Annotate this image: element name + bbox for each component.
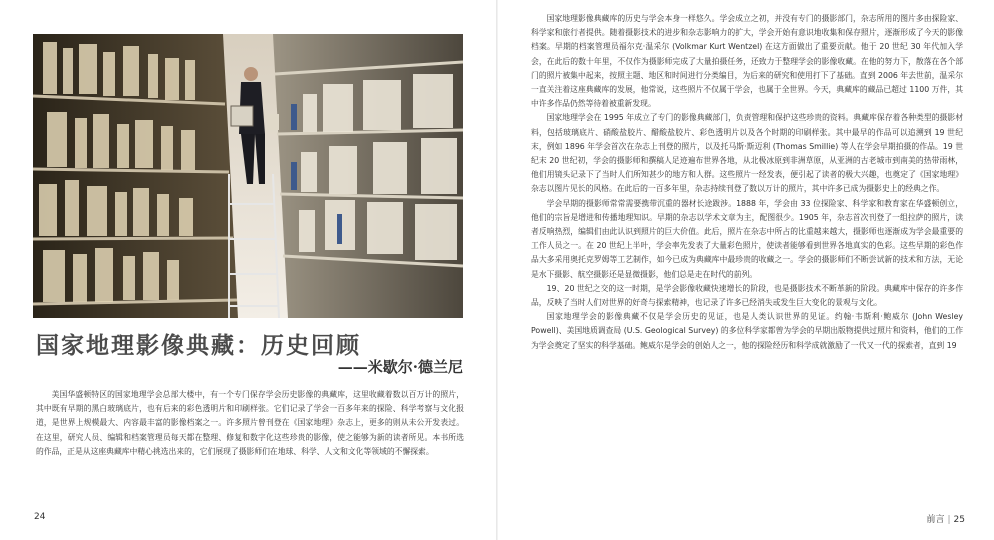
- right-paragraph: 国家地理学会在 1995 年成立了专门的影像典藏部门，负责管理和保护这些珍贵的资料。典藏库保存着各种类型的摄影材料，包括玻璃底片、硝酸盐胶片、醋酸盐胶片、彩色透明片以及各个时期的印刷样张。其中最早的作品可以追溯到 19 世纪末，例如 1896 年学会首次在杂志上刊登的照片，以及托马斯·斯迈利 (Thomas Smillie) 等人在学会早期拍摄的作品。19 世纪末 20 世纪初，学会的摄影师和撰稿人足迹遍布世界各地，从北极冰原到非洲草原，从亚洲的古老城市到南美的热带雨林，他们用镜头记录下了当时人们所知甚少的地方和人群。这些照片一经发表，便引起了读者的极大兴趣，也奠定了《国家地理》杂志以图片见长的风格。在此后的一百多年里，杂志持续刊登了数以万计的照片，其中许多已成为摄影史上的经典之作。: [531, 113, 963, 194]
- right-page-number: 25: [953, 515, 965, 525]
- right-paragraph: 19、20 世纪之交的这一时期，是学会影像收藏快速增长的阶段，也是摄影技术不断革新的阶段。典藏库中保存的许多作品，反映了当时人们对世界的好奇与探索精神，也记录了许多已经消失或发生巨大变化的景观与文化。: [531, 283, 963, 308]
- section-label: 前言: [926, 515, 945, 525]
- page-title: 国家地理影像典藏：历史回顾: [36, 332, 361, 359]
- right-paragraph: 国家地理影像典藏库的历史与学会本身一样悠久。学会成立之初，并没有专门的摄影部门，杂志所用的图片多由探险家、科学家和旅行者提供。随着摄影技术的进步和杂志影响力的扩大，学会开始有意识地收集和保存照片，逐渐形成了今天的影像档案。早期的档案管理员福尔克·温采尔 (Volkmar Kurt Wentzel) 在这方面做出了重要贡献。他于 20 世纪 30 年代加入学会，在此后的数十年里，不仅作为摄影师完成了大量拍摄任务，还致力于整理学会的影像收藏。在他的努力下，散落在各个部门的照片被集中起来，按照主题、地区和时间进行分类编目，为后来的研究和使用打下了基础。直到 2006 年去世前，温采尔一直关注着这座典藏库的发展，他常说，这些照片不仅属于学会，也属于全世界。今天，典藏库的藏品已超过 1100 万件，其中许多作品仍然等待着被重新发现。: [531, 14, 963, 109]
- right-paragraph: 学会早期的摄影师常常需要携带沉重的器材长途跋涉。1888 年，学会由 33 位探险家、科学家和教育家在华盛顿创立，他们的宗旨是增进和传播地理知识。早期的杂志以学术文章为主，配图很少。1905 年，杂志首次刊登了一组拉萨的照片，读者反响热烈，编辑们由此认识到照片的巨大价值。此后，照片在杂志中所占的比重越来越大，摄影师也逐渐成为学会最重要的工作人员之一。在 20 世纪上半叶，学会率先发表了大量彩色照片，使读者能够看到世界各地真实的色彩。这些早期的彩色作品大多采用奥托克罗姆等工艺制作，如今已成为典藏库中最珍贵的收藏之一。学会的摄影师们不断尝试新的技术和方法，无论是水下摄影、航空摄影还是显微摄影，他们总是走在时代的前列。: [531, 198, 963, 279]
- archive-shelves-photo: [33, 34, 463, 318]
- folio-separator: |: [947, 515, 951, 525]
- left-body-text: [36, 388, 464, 506]
- author-byline: ——米歇尔·德兰尼: [337, 358, 463, 376]
- right-paragraph: 国家地理学会的影像典藏不仅是学会历史的见证，也是人类认识世界的见证。约翰·韦斯利·鲍威尔 (John Wesley Powell)、美国地质调查局 (U.S. Geological Survey) 的多位科学家都曾为学会的早期出版物提供过照片和资料，他们的工作为学会奠定了坚实的科学基础。鲍威尔是学会的创始人之一，他的探险经历和科学成就激励了一代又一代的探索者，直到 19: [531, 312, 963, 350]
- right-body-text: [531, 12, 963, 520]
- left-paragraph: 美国华盛顿特区的国家地理学会总部大楼中，有一个专门保存学会历史影像的典藏库，这里收藏着数以百万计的照片，其中既有早期的黑白玻璃底片，也有后来的彩色透明片和印刷样张。它们记录了学会一百多年来的探险、科学考察与文化报道，是世界上规模最大、内容最丰富的影像档案之一。许多照片曾刊登在《国家地理》杂志上，更多的则从未公开发表过。在这里，研究人员、编辑和档案管理员每天都在整理、修复和数字化这些珍贵的影像，使之能够为新的读者所见。本书所选的作品，正是从这座典藏库中精心挑选出来的，它们展现了摄影师们在地球、科学、人文和文化等领域的不懈探索。: [36, 390, 464, 456]
- page-gutter: [496, 0, 498, 540]
- right-folio: [926, 512, 965, 525]
- left-page-number: 24: [34, 512, 46, 522]
